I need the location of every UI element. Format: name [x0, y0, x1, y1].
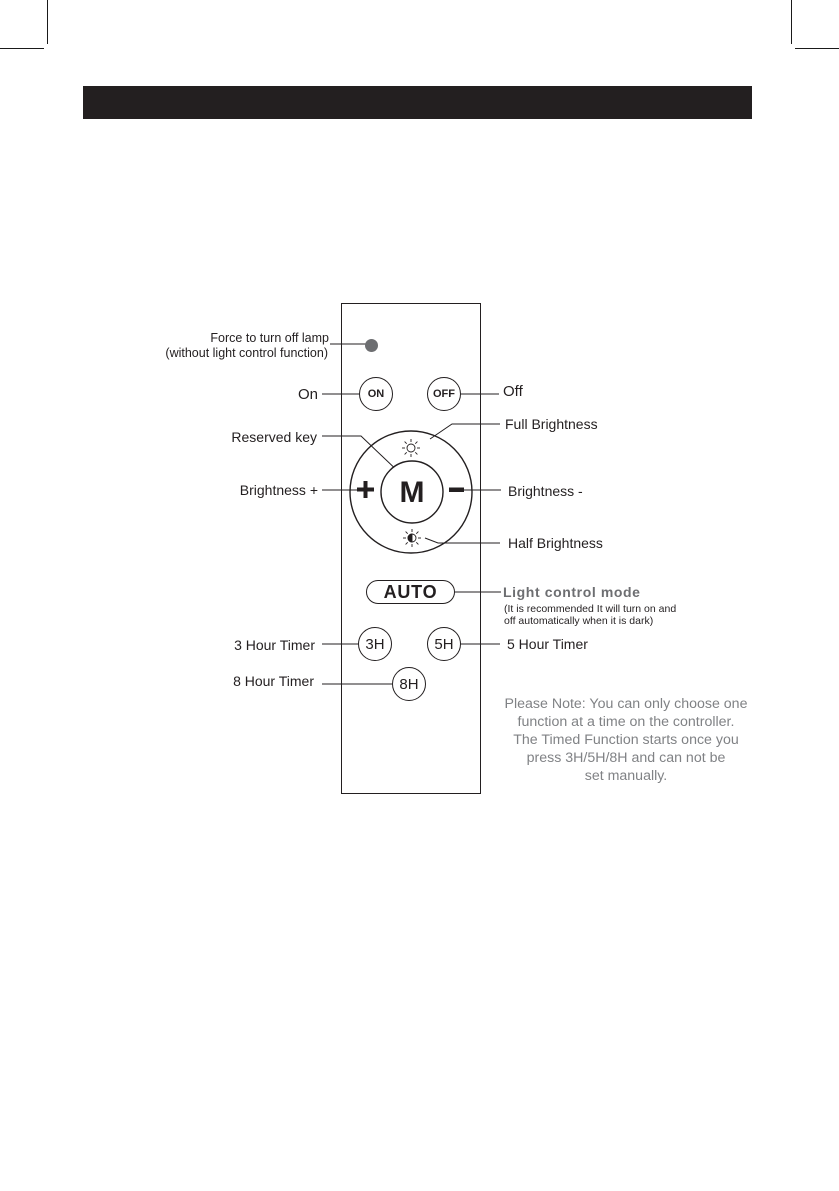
timer-5h-label: 5 Hour Timer: [507, 636, 588, 652]
auto-button[interactable]: AUTO: [366, 580, 455, 604]
on-button[interactable]: ON: [359, 377, 393, 411]
on-label: On: [297, 386, 318, 403]
leader-line-half-brightness: [425, 538, 500, 543]
timer-3h-button[interactable]: 3H: [358, 627, 392, 661]
half-brightness-button[interactable]: [397, 524, 427, 552]
force-off-label-line2: (without light control function): [165, 346, 328, 360]
brightness-plus-label: Brightness +: [239, 482, 318, 498]
force-off-label-line1: Force to turn off lamp: [210, 331, 329, 345]
half-brightness-label: Half Brightness: [508, 535, 603, 551]
usage-note-line: function at a time on the controller.: [517, 714, 735, 730]
timer-5h-button[interactable]: 5H: [427, 627, 461, 661]
light-control-mode-label: Light control mode: [503, 584, 641, 600]
timer-3h-label: 3 Hour Timer: [234, 637, 315, 653]
usage-note-line: The Timed Function starts once you: [513, 732, 739, 748]
brightness-minus-label: Brightness -: [508, 483, 583, 499]
timer-8h-label: 8 Hour Timer: [233, 673, 314, 689]
full-brightness-button[interactable]: [396, 434, 426, 462]
reserved-key-label: Reserved key: [231, 429, 317, 445]
indicator-light: [365, 339, 378, 352]
timer-8h-button[interactable]: 8H: [392, 667, 426, 701]
leader-line-full-brightness: [430, 424, 500, 439]
full-brightness-label: Full Brightness: [505, 416, 598, 432]
light-control-note-line2: off automatically when it is dark): [504, 615, 654, 627]
usage-note: [493, 695, 759, 785]
off-button[interactable]: OFF: [427, 377, 461, 411]
off-label: Off: [503, 383, 523, 400]
usage-note-line: Please Note: You can only choose one: [504, 696, 748, 712]
usage-note-line: set manually.: [584, 768, 668, 784]
mode-button[interactable]: M: [399, 476, 425, 509]
brightness-plus-button[interactable]: [352, 475, 380, 505]
brightness-minus-button[interactable]: [444, 475, 470, 505]
light-control-note-line1: (It is recommended It will turn on and: [504, 603, 677, 615]
usage-note-line: press 3H/5H/8H and can not be: [526, 750, 726, 766]
